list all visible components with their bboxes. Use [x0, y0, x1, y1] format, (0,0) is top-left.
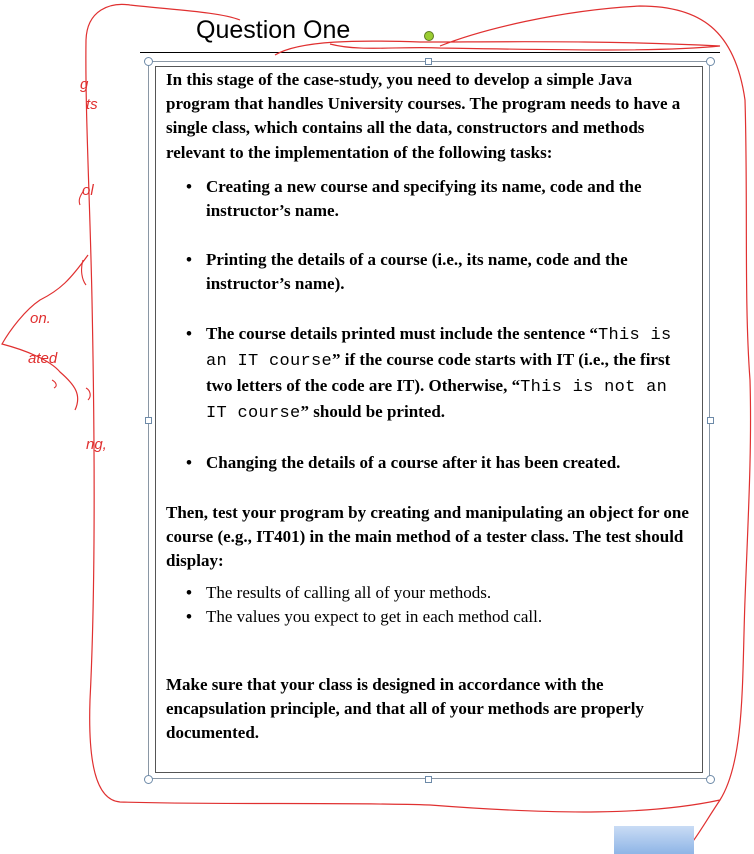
task-item: • Changing the details of a course after it has been created.: [166, 451, 696, 475]
results-item: • The values you expect to get in each method call.: [166, 605, 696, 629]
task-item: • Creating a new course and specifying its name, code and the instructor’s name.: [186, 176, 642, 221]
code-snippet: This is an IT course: [206, 325, 672, 371]
status-bar-fragment: [614, 826, 694, 854]
margin-text-fragment: ts: [86, 96, 98, 113]
bullet-icon: •: [186, 323, 192, 343]
margin-text-fragment: ng,: [86, 436, 107, 453]
bullet-icon: •: [186, 250, 192, 270]
code-snippet: This is not an IT course: [206, 378, 668, 424]
closing-paragraph: Make sure that your class is designed in accordance with the encapsulation principle, and that all of your methods are properly documented.: [166, 674, 644, 743]
margin-text-fragment: ated: [28, 350, 58, 367]
margin-text-fragment: g: [80, 76, 89, 93]
margin-text-fragment: ol: [82, 182, 94, 199]
bullet-icon: •: [186, 453, 192, 473]
bullet-icon: •: [186, 607, 192, 627]
ink-outline-stroke: [86, 4, 751, 853]
results-item: • The results of calling all of your methods.: [166, 581, 696, 605]
margin-text-fragment: on.: [30, 310, 51, 327]
test-paragraph: Then, test your program by creating and manipulating an object for one course (e.g., IT401) in the main method of a tester class. The test should display:: [166, 502, 689, 571]
bullet-icon: •: [186, 583, 192, 603]
question-heading: Question One: [196, 16, 351, 44]
intro-paragraph: In this stage of the case-study, you need to develop a simple Java program that handles University courses. The program needs to have a single class, which contains all the data, constructors and methods relevant to the implementation of the following tasks:: [166, 70, 681, 162]
bullet-icon: •: [186, 176, 192, 196]
ink-left-bracket: [2, 255, 88, 410]
task-item: • The course details printed must include the sentence “This is an IT course” if the course code starts with IT (i.e., the first two letters of the code are IT). Otherwise, “This is not an IT course” should be printed.: [186, 323, 672, 424]
task-item: • Printing the details of a course (i.e., its name, code and the instructor’s name).: [186, 250, 628, 294]
ink-squiggles: [52, 190, 90, 400]
